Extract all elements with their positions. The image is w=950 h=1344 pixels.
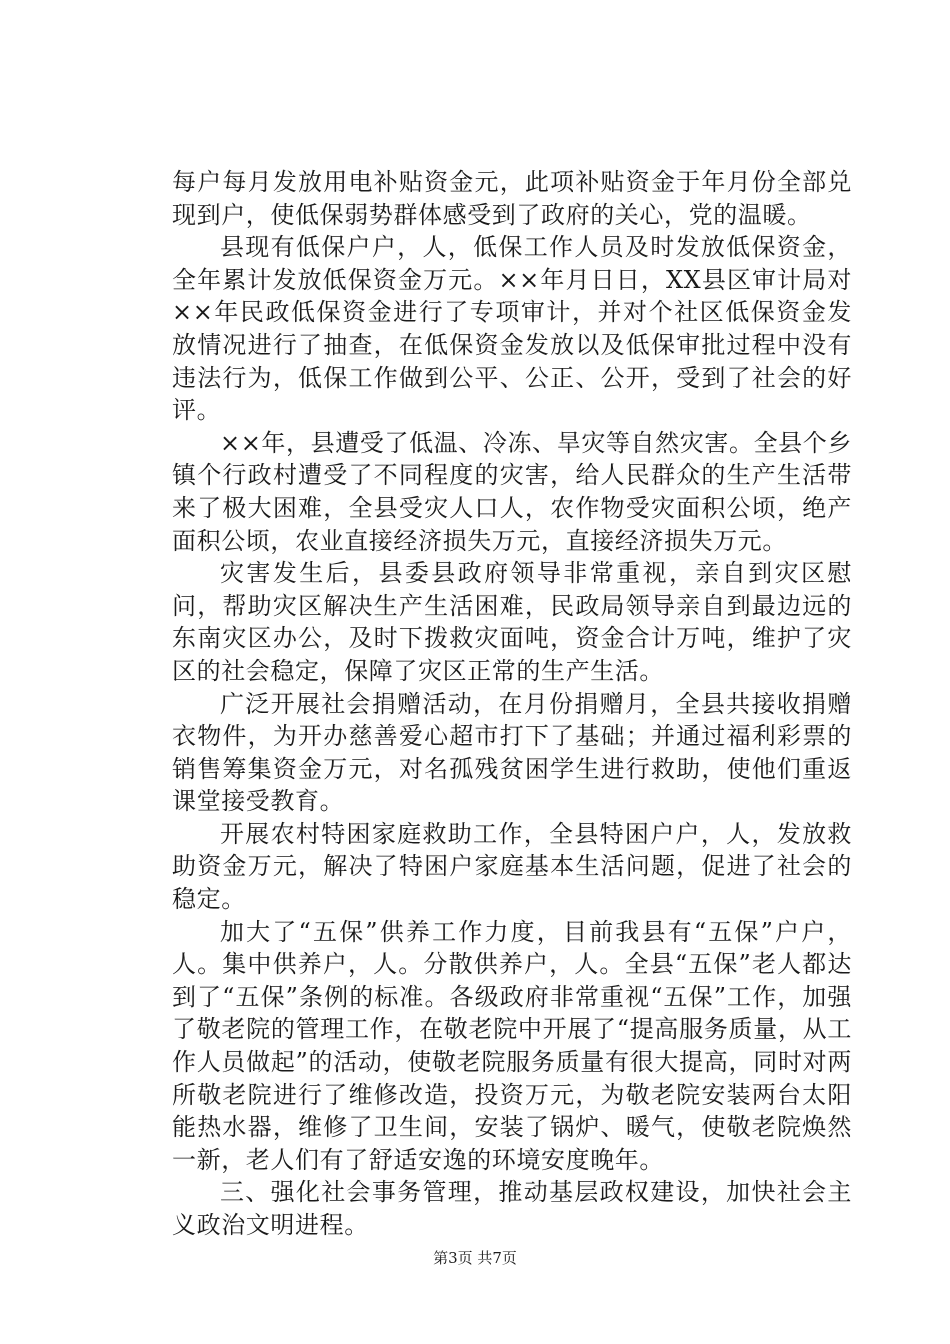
paragraph-1: 每户每月发放用电补贴资金元，此项补贴资金于年月份全部兑现到户，使低保弱势群体感受到了政府的关心，党的温暖。	[172, 168, 852, 229]
paragraph-7: 加大了“五保”供养工作力度，目前我县有“五保”户户，人。集中供养户，人。分散供养户，人。全县“五保”老人都达到了“五保”条例的标准。各级政府非常重视“五保”工作，加强了敬老院的管理工作，在敬老院中开展了“提高服务质量，从工作人员做起”的活动，使敬老院服务质量有很大提高，同时对两所敬老院进行了维修改造，投资万元，为敬老院安装两台太阳能热水器，维修了卫生间，安装了锅炉、暖气，使敬老院焕然一新，老人们有了舒适安逸的环境安度晚年。	[172, 917, 852, 1174]
paragraph-2: 县现有低保户户，人，低保工作人员及时发放低保资金，全年累计发放低保资金万元。××年月日日，XX县区审计局对××年民政低保资金进行了专项审计，并对个社区低保资金发放情况进行了抽查，在低保资金发放以及低保审批过程中没有违法行为，低保工作做到公平、公正、公开，受到了社会的好评。	[172, 233, 852, 425]
paragraph-6: 开展农村特困家庭救助工作，全县特困户户，人，发放救助资金万元，解决了特困户家庭基本生活问题，促进了社会的稳定。	[172, 819, 852, 914]
page-footer: 第3页 共7页	[433, 1249, 517, 1267]
paragraph-4: 灾害发生后，县委县政府领导非常重视，亲自到灾区慰问，帮助灾区解决生产生活困难，民政局领导亲自到最边远的东南灾区办公，及时下拨救灾面吨，资金合计万吨，维护了灾区的社会稳定，保障了灾区正常的生产生活。	[172, 559, 852, 685]
paragraph-3: ××年，县遭受了低温、冷冻、旱灾等自然灾害。全县个乡镇个行政村遭受了不同程度的灾害，给人民群众的生产生活带来了极大困难，全县受灾人口人，农作物受灾面积公顷，绝产面积公顷，农业直接经济损失万元，直接经济损失万元。	[172, 428, 852, 555]
paragraph-5: 广泛开展社会捐赠活动，在月份捐赠月，全县共接收捐赠衣物件，为开办慈善爱心超市打下了基础；并通过福利彩票的销售筹集资金万元，对名孤残贫困学生进行救助，使他们重返课堂接受教育。	[172, 689, 852, 816]
paragraph-8: 三、强化社会事务管理，推动基层政权建设，加快社会主义政治文明进程。	[172, 1178, 852, 1239]
document-body	[172, 166, 852, 1242]
